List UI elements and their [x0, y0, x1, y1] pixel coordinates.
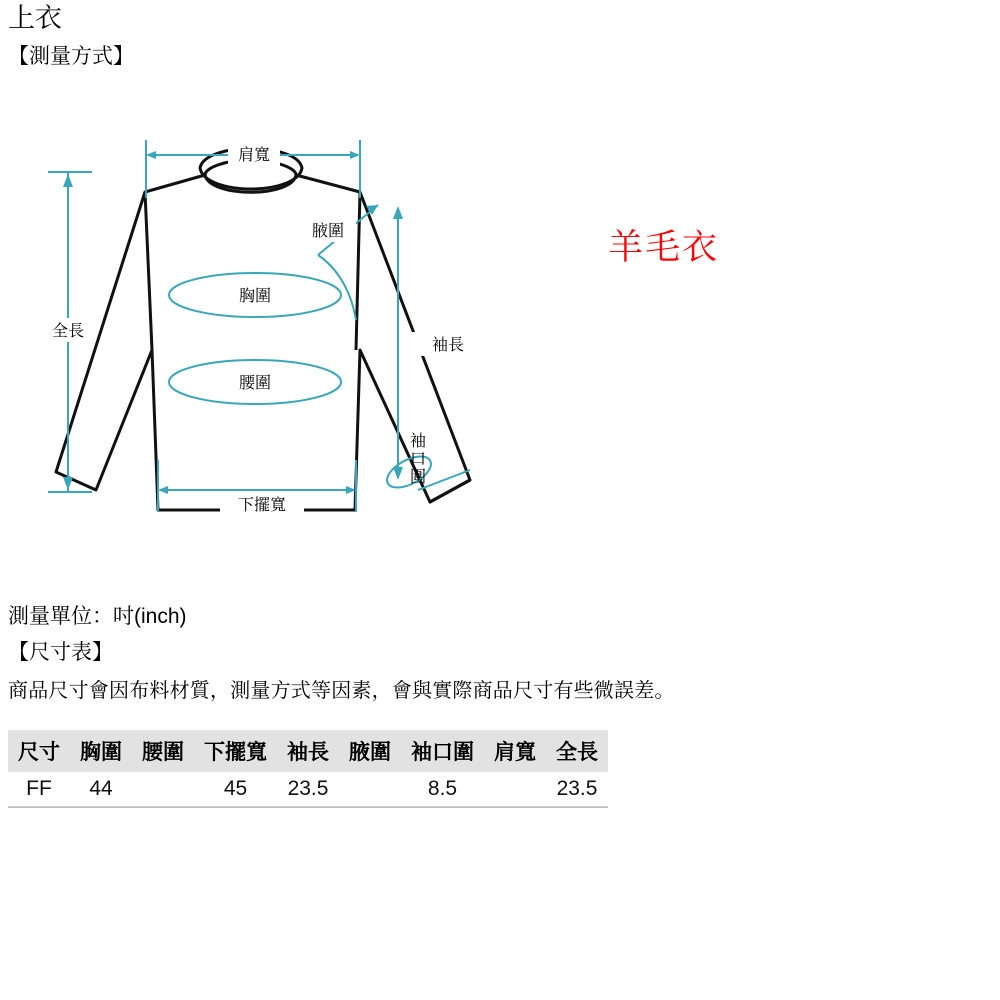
- label-armhole: 腋圍: [311, 223, 345, 240]
- label-waist: 腰圍: [238, 375, 272, 392]
- label-cuff-line2: 口: [410, 451, 427, 468]
- label-cuff-line3: 圍: [410, 469, 427, 486]
- garment-measurement-diagram: [0, 120, 540, 550]
- size-chart-heading: 【尺寸表】: [8, 641, 113, 664]
- label-cuff-line1: 袖: [410, 433, 427, 450]
- col-header-armhole: 腋圍: [339, 730, 401, 772]
- armhole-measure: [300, 205, 378, 320]
- table-header-row: [8, 730, 608, 772]
- cell-cuff: 8.5: [401, 772, 484, 807]
- col-header-cuff: 袖口圍: [401, 730, 484, 772]
- sweater-outline: [56, 149, 470, 511]
- cell-shoulder: [484, 772, 546, 807]
- cell-hem-width: 45: [194, 772, 277, 807]
- page-title: 上衣: [8, 3, 62, 33]
- cell-total-length: 23.5: [546, 772, 608, 807]
- bust-measure: [169, 273, 341, 317]
- label-sleeve-length: 袖長: [432, 337, 465, 354]
- cell-armhole: [339, 772, 401, 807]
- cell-sleeve-length: 23.5: [277, 772, 339, 807]
- measure-unit-line: 測量單位：吋(inch): [8, 605, 187, 628]
- size-table: [8, 730, 608, 807]
- label-hem-width: 下擺寬: [237, 497, 287, 514]
- hem-width-measure: [158, 460, 356, 516]
- col-header-sleeve-length: 袖長: [277, 730, 339, 772]
- col-header-shoulder: 肩寬: [484, 730, 546, 772]
- col-header-bust: 胸圍: [70, 730, 132, 772]
- brand-label: 羊毛衣: [608, 228, 720, 267]
- col-header-size: 尺寸: [8, 730, 70, 772]
- col-header-total-length: 全長: [546, 730, 608, 772]
- measure-method-heading: 【測量方式】: [8, 45, 134, 68]
- label-bust: 胸圍: [238, 288, 272, 305]
- cell-bust: 44: [70, 772, 132, 807]
- label-total-length: 全長: [51, 323, 85, 340]
- total-length-measure: [42, 172, 96, 492]
- sweater-diagram-svg: [0, 120, 540, 550]
- waist-measure: [169, 360, 341, 404]
- table-row: [8, 772, 608, 807]
- size-disclaimer-note: 商品尺寸會因布料材質，測量方式等因素，會與實際商品尺寸有些微誤差。: [8, 680, 675, 702]
- col-header-waist: 腰圍: [132, 730, 194, 772]
- col-header-hem-width: 下擺寬: [194, 730, 277, 772]
- label-shoulder: 肩寬: [237, 147, 271, 164]
- cell-size: FF: [8, 772, 70, 807]
- cell-waist: [132, 772, 194, 807]
- cuff-measure: [382, 432, 470, 494]
